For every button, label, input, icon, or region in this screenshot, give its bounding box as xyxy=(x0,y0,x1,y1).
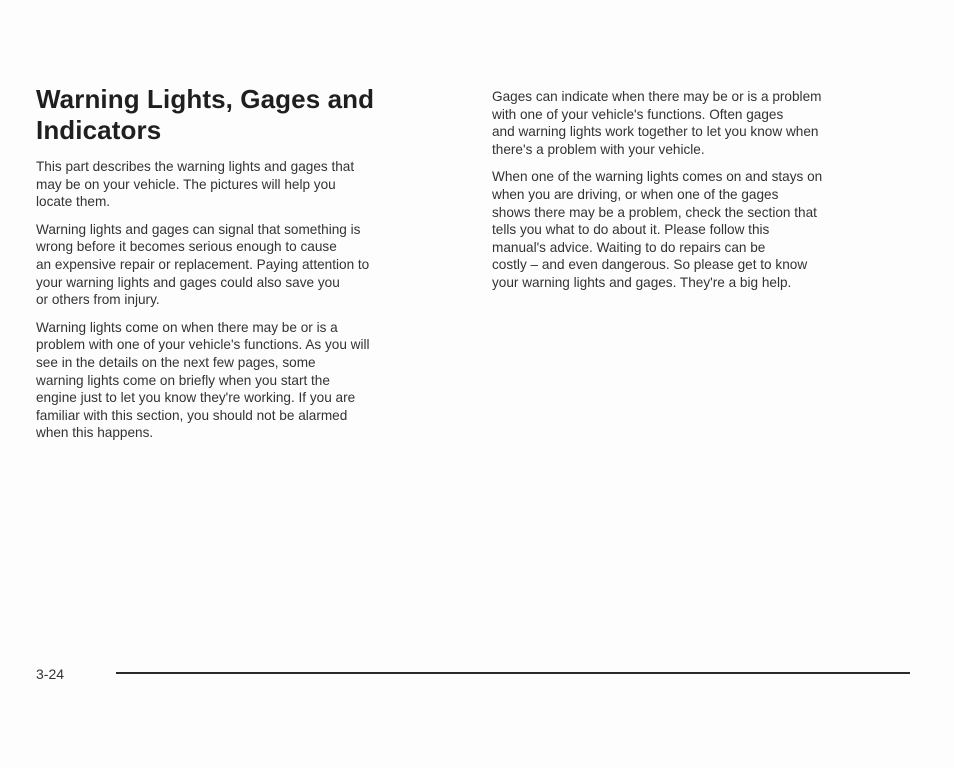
signal-paragraph: Warning lights and gages can signal that something is wrong before it becomes serious enough to cause an expensive repair or replacement. Paying attention to your warning lights and gages could also save you or others from injury. xyxy=(36,221,370,308)
page-number: 3-24 xyxy=(36,666,65,682)
right-column xyxy=(492,88,912,302)
intro-paragraph: This part describes the warning lights and gages that may be on your vehicle. The pictures will help you locate them. xyxy=(36,159,355,210)
gages-paragraph: Gages can indicate when there may be or is a problem with one of your vehicle's functions. Often gages and warning lights work together to let you know when there's a problem with your vehicle. xyxy=(492,89,822,157)
left-column xyxy=(36,84,456,452)
warning-lights-paragraph: Warning lights come on when there may be or is a problem with one of your vehicle's functions. As you will see in the details on the next few pages, some warning lights come on briefly when you start the engine just to let you know they're working. If you are familiar with this section, you should not be alarmed when this happens. xyxy=(36,319,370,441)
footer-divider xyxy=(116,672,910,674)
section-title: Warning Lights, Gages and Indicators xyxy=(36,84,375,145)
advice-paragraph: When one of the warning lights comes on and stays on when you are driving, or when one of the gages shows there may be a problem, check the section that tells you what to do about it. Please follow this manual's advice. Waiting to do repairs can be costly – and even dangerous. So please get to know your warning lights and gages. They're a big help. xyxy=(492,169,823,290)
